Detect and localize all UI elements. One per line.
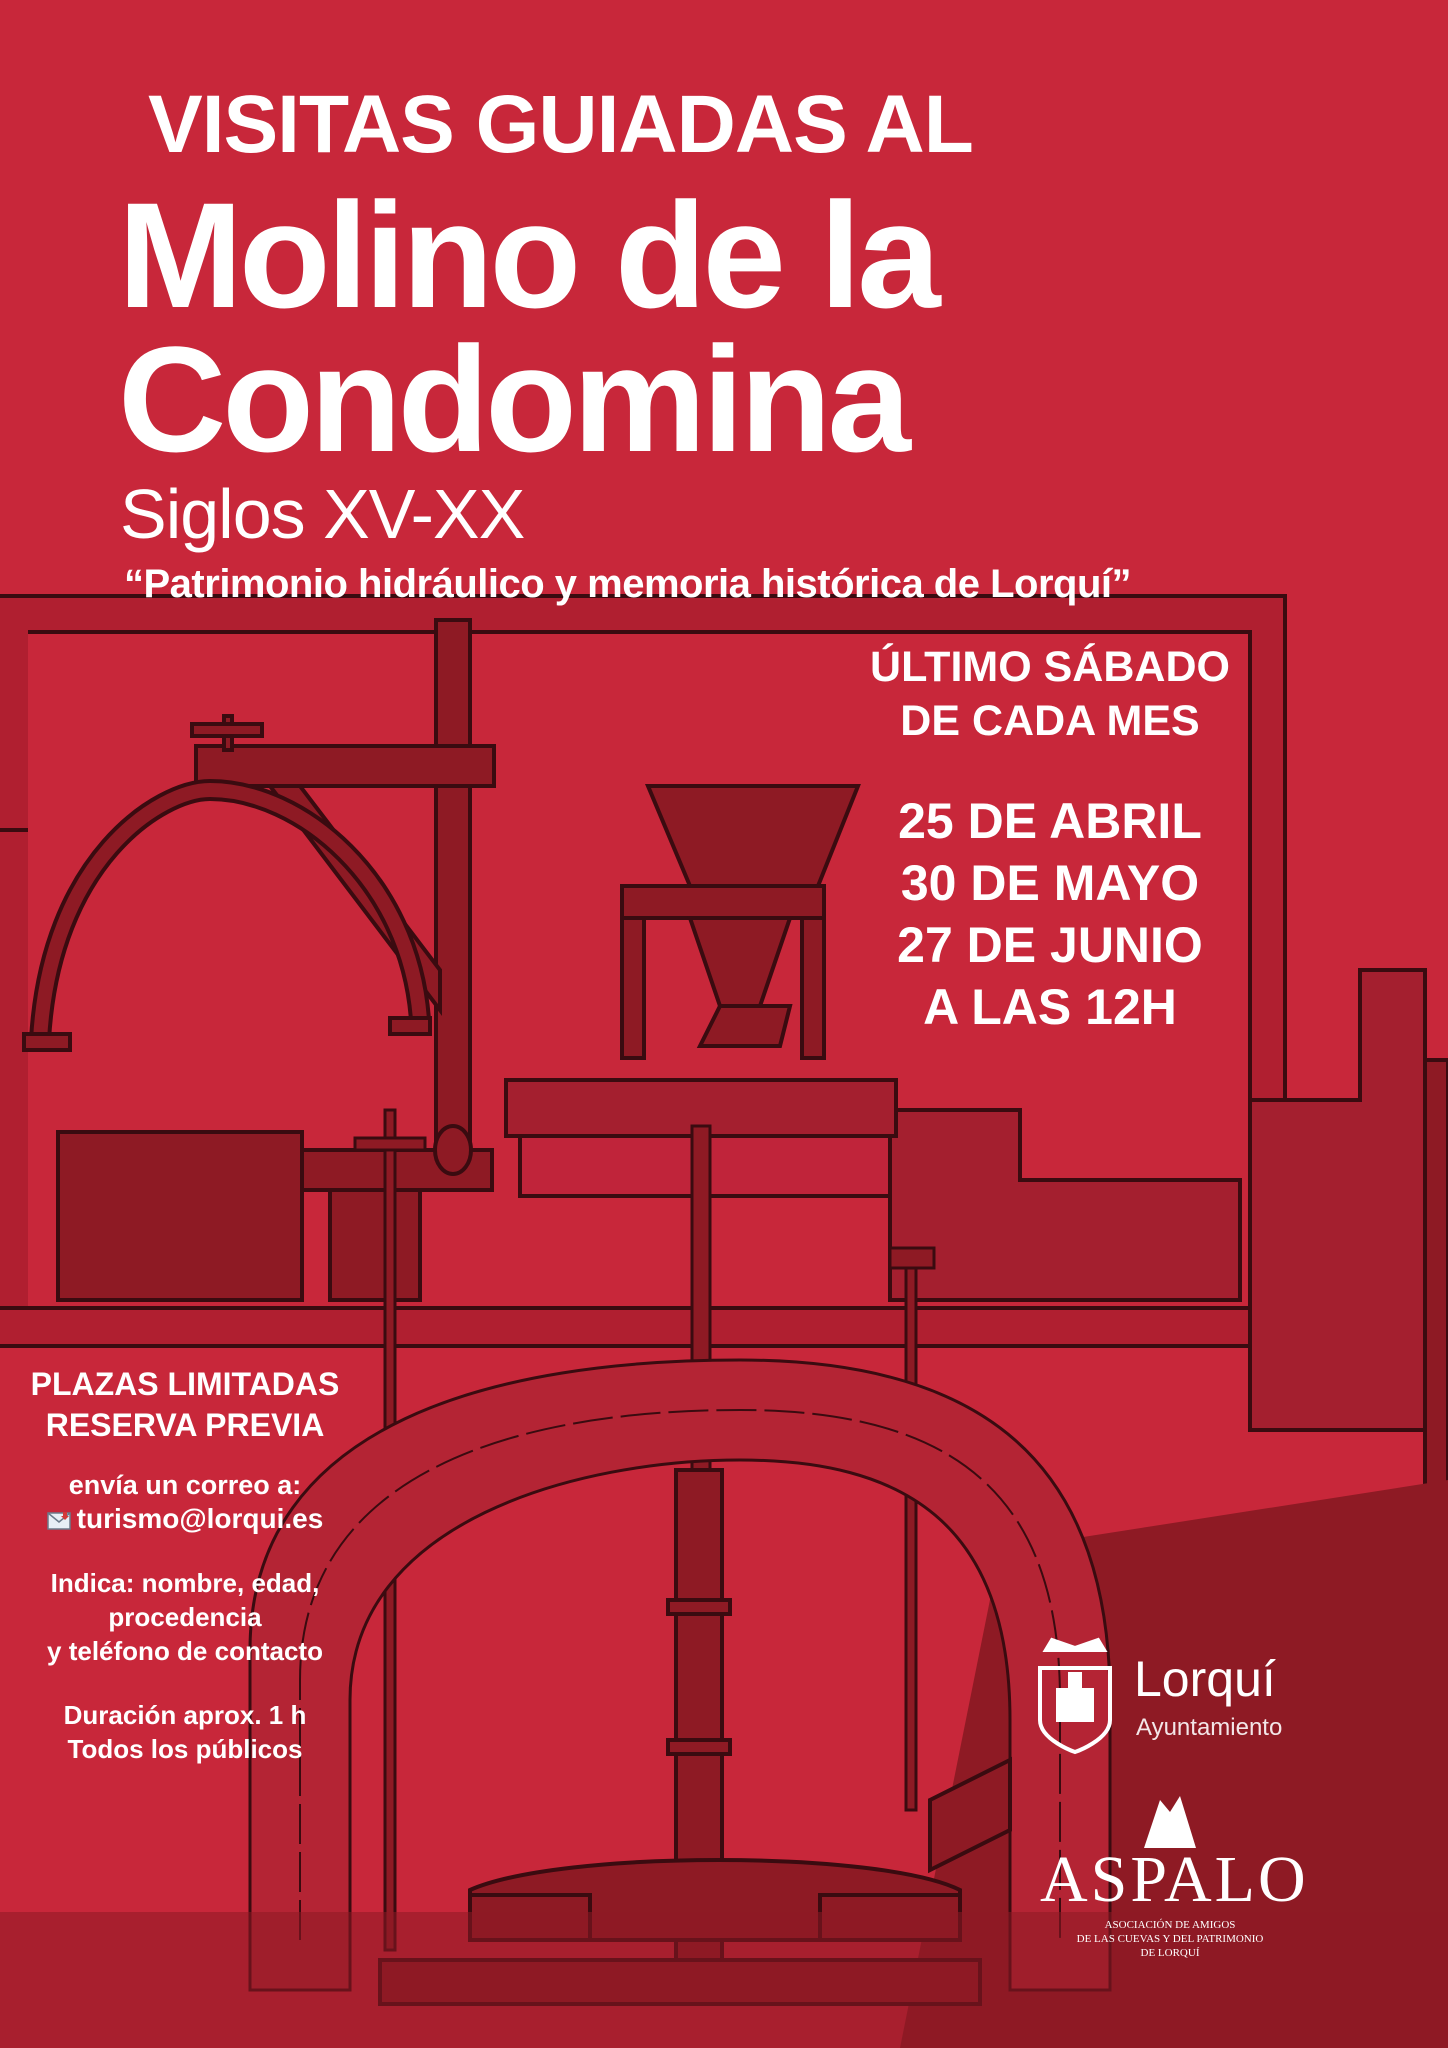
instruction-line: y teléfono de contacto bbox=[47, 1636, 323, 1666]
duration-line: Todos los públicos bbox=[67, 1734, 303, 1764]
lorqui-logo-sub: Ayuntamiento bbox=[1136, 1714, 1283, 1741]
duration-info bbox=[20, 1698, 350, 1766]
schedule-line: DE CADA MES bbox=[900, 697, 1200, 745]
aspalo-sub-line: DE LAS CUEVAS Y DEL PATRIMONIO bbox=[1076, 1933, 1264, 1945]
booking-instructions bbox=[20, 1566, 350, 1668]
booking-headline bbox=[20, 1364, 350, 1446]
instruction-line: Indica: nombre, edad, bbox=[50, 1568, 320, 1598]
instruction-line: procedencia bbox=[108, 1602, 262, 1632]
dates-block bbox=[840, 790, 1260, 1038]
date-line: 27 DE JUNIO bbox=[897, 917, 1203, 973]
email-row bbox=[20, 1502, 350, 1536]
lorqui-logo-name: Lorquí bbox=[1134, 1651, 1276, 1707]
mill-title-line1: Molino de la bbox=[118, 171, 937, 339]
booking-line: RESERVA PREVIA bbox=[45, 1407, 325, 1443]
booking-line: PLAZAS LIMITADAS bbox=[30, 1366, 340, 1402]
centuries-subtitle: Siglos XV-XX bbox=[120, 475, 525, 553]
aspalo-logo-name: ASPALO bbox=[1040, 1843, 1309, 1916]
mill-title-line2: Condomina bbox=[118, 315, 907, 483]
event-eyebrow: VISITAS GUIADAS AL bbox=[148, 79, 973, 170]
tagline: “Patrimonio hidráulico y memoria histórica de Lorquí” bbox=[124, 562, 1132, 606]
schedule-line: ÚLTIMO SÁBADO bbox=[870, 643, 1230, 691]
email-link[interactable]: turismo@lorqui.es bbox=[76, 1503, 324, 1534]
date-line: A LAS 12H bbox=[923, 979, 1177, 1035]
aspalo-sub-line: ASOCIACIÓN DE AMIGOS bbox=[1104, 1919, 1236, 1931]
aspalo-logo-sub bbox=[1050, 1918, 1290, 1960]
aspalo-sub-line: DE LORQUÍ bbox=[1140, 1947, 1200, 1959]
duration-line: Duración aprox. 1 h bbox=[63, 1700, 307, 1730]
mail-intro: envía un correo a: bbox=[68, 1470, 302, 1500]
envelope-icon bbox=[47, 1512, 71, 1530]
date-line: 30 DE MAYO bbox=[900, 855, 1200, 911]
date-line: 25 DE ABRIL bbox=[898, 793, 1202, 849]
schedule-block bbox=[840, 640, 1260, 748]
